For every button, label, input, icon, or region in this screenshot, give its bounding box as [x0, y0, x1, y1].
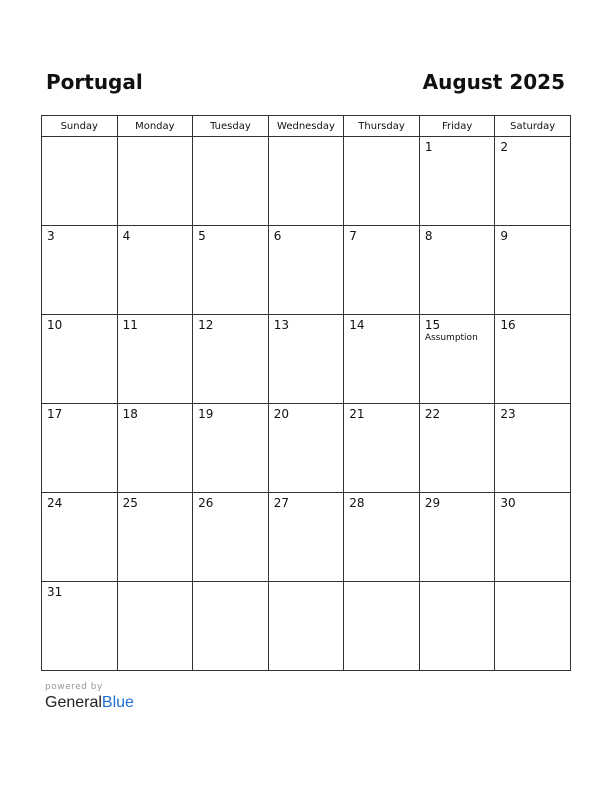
- powered-by-text: powered by: [45, 682, 103, 692]
- day-cell: [344, 137, 420, 226]
- day-cell: [42, 493, 118, 582]
- day-cell: [419, 137, 495, 226]
- day-cell: [42, 137, 118, 226]
- day-number: 11: [122, 318, 138, 332]
- day-number: 9: [500, 229, 509, 243]
- day-cell: [344, 493, 420, 582]
- day-number: 18: [122, 407, 138, 421]
- week-row: [42, 493, 571, 582]
- day-cell: [117, 582, 193, 671]
- day-cell: [495, 137, 571, 226]
- day-cell: [419, 226, 495, 315]
- day-number: 13: [273, 318, 289, 332]
- day-cell: [419, 315, 495, 404]
- day-number: 22: [424, 407, 441, 421]
- day-number: 15: [424, 318, 441, 332]
- day-cell: [117, 493, 193, 582]
- day-cell: [193, 226, 269, 315]
- brand-general-text: General: [45, 694, 102, 711]
- day-number: 10: [47, 318, 63, 332]
- day-cell: [268, 582, 344, 671]
- day-number: 30: [500, 496, 516, 510]
- holiday-label: Assumption: [424, 333, 478, 343]
- day-number: 3: [47, 229, 55, 243]
- weekday-saturday: Saturday: [495, 116, 571, 137]
- generalblue-logo: [45, 694, 134, 712]
- day-cell: [268, 404, 344, 493]
- day-cell: [42, 404, 118, 493]
- day-number: 6: [273, 229, 282, 243]
- day-number: 8: [424, 229, 433, 243]
- week-row: [42, 404, 571, 493]
- day-cell: [495, 404, 571, 493]
- day-cell: [268, 137, 344, 226]
- day-cell: [495, 226, 571, 315]
- day-cell: [193, 493, 269, 582]
- day-cell: [268, 493, 344, 582]
- calendar-grid: [41, 115, 571, 671]
- day-number: 27: [273, 496, 289, 510]
- day-cell: [42, 226, 118, 315]
- day-cell: [42, 315, 118, 404]
- day-number: 7: [349, 229, 357, 243]
- day-cell: [344, 315, 420, 404]
- day-cell: [42, 582, 118, 671]
- day-cell: [495, 582, 571, 671]
- weekday-tuesday: Tuesday: [193, 116, 269, 137]
- weekday-header-row: [42, 116, 571, 137]
- day-cell: [193, 137, 269, 226]
- day-number: 19: [198, 407, 214, 421]
- week-row: [42, 315, 571, 404]
- week-row: [42, 582, 571, 671]
- day-number: 14: [349, 318, 365, 332]
- day-number: 31: [47, 585, 63, 599]
- day-cell: [268, 226, 344, 315]
- day-cell: [419, 582, 495, 671]
- week-row: [42, 137, 571, 226]
- day-cell: [117, 226, 193, 315]
- weekday-monday: Monday: [117, 116, 193, 137]
- day-number: 23: [500, 407, 516, 421]
- day-number: 2: [500, 140, 509, 154]
- day-cell: [117, 404, 193, 493]
- day-cell: [495, 315, 571, 404]
- day-cell: [419, 493, 495, 582]
- day-cell: [495, 493, 571, 582]
- week-row: [42, 226, 571, 315]
- day-cell: [344, 582, 420, 671]
- weekday-wednesday: Wednesday: [268, 116, 344, 137]
- month-year-title: August 2025: [422, 70, 565, 94]
- day-number: 25: [122, 496, 138, 510]
- country-title: Portugal: [46, 70, 143, 94]
- brand-footer: [45, 682, 134, 712]
- day-cell: [268, 315, 344, 404]
- day-number: 5: [198, 229, 206, 243]
- day-number: 24: [47, 496, 63, 510]
- day-number: 28: [349, 496, 365, 510]
- day-number: 16: [500, 318, 516, 332]
- day-cell: [193, 404, 269, 493]
- weekday-thursday: Thursday: [344, 116, 420, 137]
- day-number: 29: [424, 496, 441, 510]
- day-cell: [193, 582, 269, 671]
- day-number: 26: [198, 496, 214, 510]
- day-number: 4: [122, 229, 131, 243]
- day-number: 21: [349, 407, 365, 421]
- day-number: 1: [424, 140, 433, 154]
- day-cell: [193, 315, 269, 404]
- day-number: 17: [47, 407, 63, 421]
- day-cell: [344, 226, 420, 315]
- day-cell: [419, 404, 495, 493]
- day-number: 20: [273, 407, 289, 421]
- day-cell: [117, 315, 193, 404]
- day-number: 12: [198, 318, 214, 332]
- weekday-friday: Friday: [419, 116, 495, 137]
- day-cell: [117, 137, 193, 226]
- brand-blue-text: Blue: [101, 694, 134, 711]
- weekday-sunday: Sunday: [42, 116, 118, 137]
- day-cell: [344, 404, 420, 493]
